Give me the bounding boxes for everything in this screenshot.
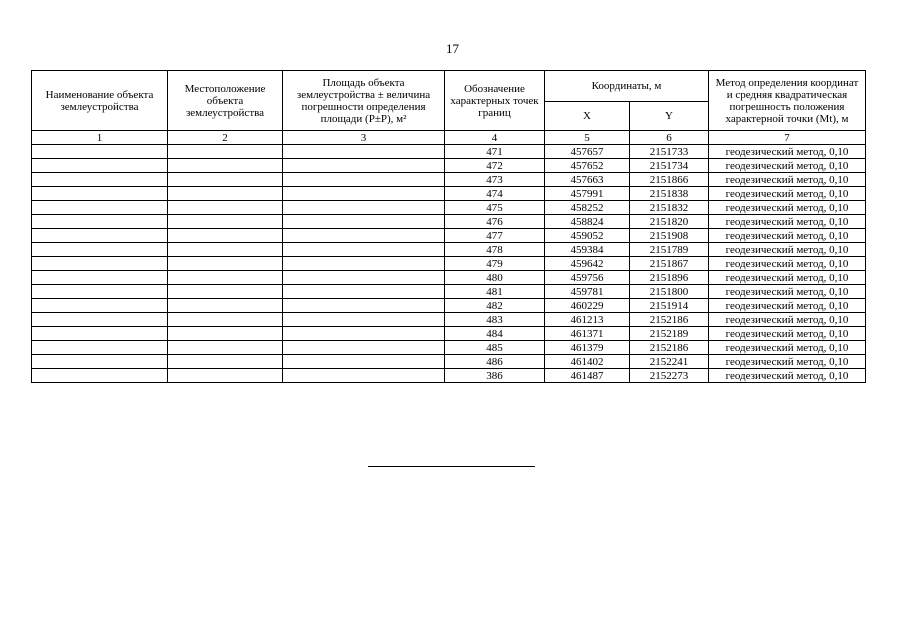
column-number: 6	[630, 131, 709, 145]
area-cell	[283, 201, 445, 215]
name-cell	[32, 187, 168, 201]
method-cell: геодезический метод, 0,10	[709, 145, 866, 159]
table-row	[32, 229, 866, 243]
header-coordinates: Координаты, м	[545, 71, 709, 102]
y-cell: 2151733	[630, 145, 709, 159]
name-cell	[32, 159, 168, 173]
area-cell	[283, 285, 445, 299]
name-cell	[32, 229, 168, 243]
location-cell	[168, 145, 283, 159]
table-row	[32, 285, 866, 299]
name-cell	[32, 173, 168, 187]
footer-divider	[368, 466, 535, 467]
x-cell: 458824	[545, 215, 630, 229]
location-cell	[168, 257, 283, 271]
method-cell: геодезический метод, 0,10	[709, 187, 866, 201]
x-cell: 457663	[545, 173, 630, 187]
x-cell: 461213	[545, 313, 630, 327]
point-cell: 485	[445, 341, 545, 355]
location-cell	[168, 369, 283, 383]
header-row	[32, 71, 866, 102]
table-row	[32, 145, 866, 159]
table-row	[32, 355, 866, 369]
area-cell	[283, 369, 445, 383]
table-row	[32, 313, 866, 327]
table-row	[32, 299, 866, 313]
column-number: 4	[445, 131, 545, 145]
point-cell: 472	[445, 159, 545, 173]
point-cell: 479	[445, 257, 545, 271]
table-row	[32, 243, 866, 257]
location-cell	[168, 187, 283, 201]
page-number: 17	[446, 41, 459, 56]
area-cell	[283, 299, 445, 313]
column-number: 3	[283, 131, 445, 145]
x-cell: 458252	[545, 201, 630, 215]
table-row	[32, 159, 866, 173]
x-cell: 459781	[545, 285, 630, 299]
area-cell	[283, 341, 445, 355]
area-cell	[283, 215, 445, 229]
location-cell	[168, 285, 283, 299]
area-cell	[283, 145, 445, 159]
table-row	[32, 215, 866, 229]
table-row	[32, 327, 866, 341]
column-numbers-row	[32, 131, 866, 145]
location-cell	[168, 215, 283, 229]
header-y: Y	[630, 102, 709, 131]
location-cell	[168, 229, 283, 243]
name-cell	[32, 243, 168, 257]
method-cell: геодезический метод, 0,10	[709, 229, 866, 243]
point-cell: 474	[445, 187, 545, 201]
area-cell	[283, 257, 445, 271]
y-cell: 2151838	[630, 187, 709, 201]
method-cell: геодезический метод, 0,10	[709, 355, 866, 369]
point-cell: 478	[445, 243, 545, 257]
y-cell: 2151820	[630, 215, 709, 229]
area-cell	[283, 187, 445, 201]
method-cell: геодезический метод, 0,10	[709, 271, 866, 285]
name-cell	[32, 285, 168, 299]
x-cell: 459384	[545, 243, 630, 257]
point-cell: 386	[445, 369, 545, 383]
table-row	[32, 187, 866, 201]
name-cell	[32, 201, 168, 215]
x-cell: 457991	[545, 187, 630, 201]
point-cell: 475	[445, 201, 545, 215]
column-number: 1	[32, 131, 168, 145]
point-cell: 471	[445, 145, 545, 159]
point-cell: 484	[445, 327, 545, 341]
location-cell	[168, 299, 283, 313]
method-cell: геодезический метод, 0,10	[709, 243, 866, 257]
location-cell	[168, 173, 283, 187]
location-cell	[168, 243, 283, 257]
area-cell	[283, 243, 445, 257]
method-cell: геодезический метод, 0,10	[709, 341, 866, 355]
y-cell: 2151789	[630, 243, 709, 257]
point-cell: 480	[445, 271, 545, 285]
name-cell	[32, 355, 168, 369]
x-cell: 459756	[545, 271, 630, 285]
point-cell: 481	[445, 285, 545, 299]
point-cell: 477	[445, 229, 545, 243]
point-cell: 473	[445, 173, 545, 187]
y-cell: 2151866	[630, 173, 709, 187]
x-cell: 459052	[545, 229, 630, 243]
table-row	[32, 173, 866, 187]
table-row	[32, 257, 866, 271]
method-cell: геодезический метод, 0,10	[709, 327, 866, 341]
location-cell	[168, 327, 283, 341]
header-name: Наименование объекта землеустройства	[32, 71, 168, 131]
table-body	[32, 145, 866, 383]
name-cell	[32, 369, 168, 383]
method-cell: геодезический метод, 0,10	[709, 257, 866, 271]
x-cell: 461371	[545, 327, 630, 341]
y-cell: 2152241	[630, 355, 709, 369]
method-cell: геодезический метод, 0,10	[709, 215, 866, 229]
method-cell: геодезический метод, 0,10	[709, 313, 866, 327]
area-cell	[283, 159, 445, 173]
header-area: Площадь объекта землеустройства ± величина погрешности определения площади (P±P), м²	[283, 71, 445, 131]
y-cell: 2151800	[630, 285, 709, 299]
method-cell: геодезический метод, 0,10	[709, 159, 866, 173]
y-cell: 2151908	[630, 229, 709, 243]
name-cell	[32, 341, 168, 355]
area-cell	[283, 173, 445, 187]
location-cell	[168, 341, 283, 355]
header-point: Обозначение характерных точек границ	[445, 71, 545, 131]
name-cell	[32, 327, 168, 341]
y-cell: 2152186	[630, 341, 709, 355]
x-cell: 461487	[545, 369, 630, 383]
method-cell: геодезический метод, 0,10	[709, 201, 866, 215]
y-cell: 2151832	[630, 201, 709, 215]
table-row	[32, 369, 866, 383]
y-cell: 2152189	[630, 327, 709, 341]
table-row	[32, 271, 866, 285]
name-cell	[32, 299, 168, 313]
y-cell: 2151896	[630, 271, 709, 285]
y-cell: 2151914	[630, 299, 709, 313]
name-cell	[32, 145, 168, 159]
y-cell: 2151734	[630, 159, 709, 173]
table-row	[32, 201, 866, 215]
point-cell: 482	[445, 299, 545, 313]
x-cell: 461402	[545, 355, 630, 369]
x-cell: 461379	[545, 341, 630, 355]
method-cell: геодезический метод, 0,10	[709, 173, 866, 187]
method-cell: геодезический метод, 0,10	[709, 285, 866, 299]
location-cell	[168, 313, 283, 327]
header-x: X	[545, 102, 630, 131]
location-cell	[168, 355, 283, 369]
method-cell: геодезический метод, 0,10	[709, 369, 866, 383]
location-cell	[168, 159, 283, 173]
area-cell	[283, 313, 445, 327]
point-cell: 486	[445, 355, 545, 369]
coordinates-table	[31, 70, 866, 383]
x-cell: 457652	[545, 159, 630, 173]
area-cell	[283, 229, 445, 243]
y-cell: 2152186	[630, 313, 709, 327]
column-number: 5	[545, 131, 630, 145]
header-method: Метод определения координат и средняя квадратическая погрешность положения характерной точки (Mt), м	[709, 71, 866, 131]
area-cell	[283, 355, 445, 369]
y-cell: 2152273	[630, 369, 709, 383]
table-row	[32, 341, 866, 355]
method-cell: геодезический метод, 0,10	[709, 299, 866, 313]
column-number: 2	[168, 131, 283, 145]
x-cell: 459642	[545, 257, 630, 271]
name-cell	[32, 271, 168, 285]
column-number: 7	[709, 131, 866, 145]
area-cell	[283, 327, 445, 341]
name-cell	[32, 313, 168, 327]
point-cell: 483	[445, 313, 545, 327]
header-location: Местоположение объекта землеустройства	[168, 71, 283, 131]
name-cell	[32, 257, 168, 271]
location-cell	[168, 271, 283, 285]
area-cell	[283, 271, 445, 285]
name-cell	[32, 215, 168, 229]
x-cell: 457657	[545, 145, 630, 159]
location-cell	[168, 201, 283, 215]
point-cell: 476	[445, 215, 545, 229]
y-cell: 2151867	[630, 257, 709, 271]
x-cell: 460229	[545, 299, 630, 313]
